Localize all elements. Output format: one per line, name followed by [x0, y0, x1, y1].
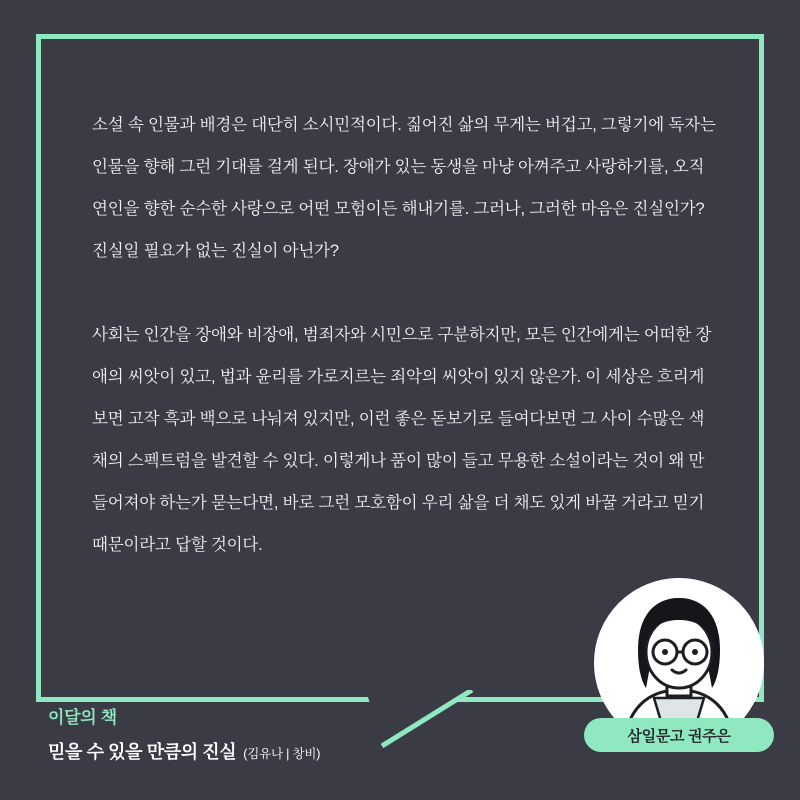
book-of-the-month-label: 이달의 책: [48, 708, 117, 727]
book-title-row: [48, 738, 568, 764]
avatar: [594, 578, 764, 748]
book-author-publisher: (김유나 | 창비): [243, 747, 321, 761]
review-paragraph: 소설 속 인물과 배경은 대단히 소시민적이다. 짊어진 삶의 무게는 버겁고, 그렇기에 독자는 인물을 향해 그런 기대를 걸게 된다. 장애가 있는 동생을 마냥 아껴주고 사랑하기를, 오직 연인을 향한 순수한 사랑으로 어떤 모험이든 해내기를. 그러나, 그러한 마음은 진실인가? 진실일 필요가 없는 진실이 아닌가?: [92, 116, 720, 260]
footer: [48, 703, 568, 764]
book-title: 믿을 수 있을 만큼의 진실: [48, 742, 237, 762]
reviewer-name-badge: [584, 718, 774, 752]
review-paragraph: 사회는 인간을 장애와 비장애, 범죄자와 시민으로 구분하지만, 모든 인간에게는 어떠한 장애의 씨앗이 있고, 법과 윤리를 가로지르는 죄악의 씨앗이 있지 않은가. 이 세상은 흐리게 보면 고작 흑과 백으로 나눠져 있지만, 이런 좋은 돋보기로 들여다보면 그 사이 수많은 색채의 스펙트럼을 발견할 수 있다. 이렇게나 품이 많이 들고 무용한 소설이라는 것이 왜 만들어져야 하는가 묻는다면, 바로 그런 모호함이 우리 삶을 더 채도 있게 바꿀 거라고 믿기 때문이라고 답할 것이다.: [92, 326, 712, 554]
review-body: [92, 104, 720, 566]
reviewer-name: 삼일문고 권주은: [627, 727, 731, 745]
